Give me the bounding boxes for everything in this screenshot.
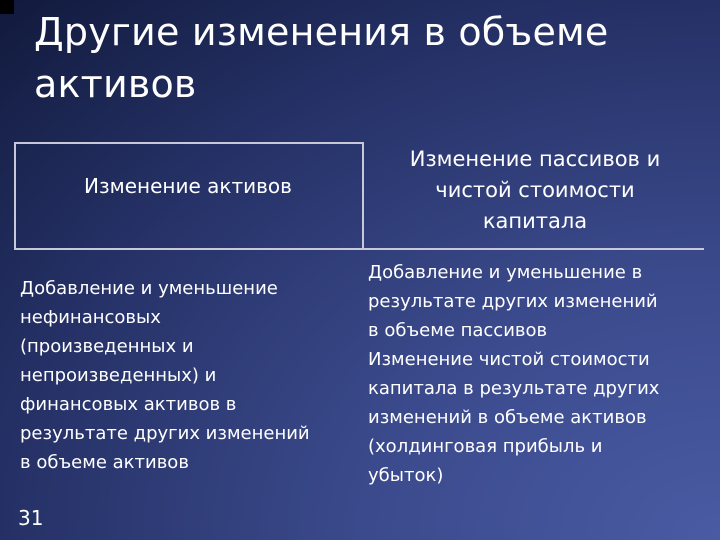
corner-mark — [0, 0, 14, 14]
header-assets-change: Изменение активов — [84, 174, 292, 198]
body-right-line-1: Добавление и уменьшение в — [368, 262, 643, 283]
body-left-line-6: результате других изменений — [20, 423, 310, 444]
body-right-line-7: (холдинговая прибыль и — [368, 436, 603, 457]
body-right-line-4: Изменение чистой стоимости — [368, 349, 650, 370]
slide-title-line-2: активов — [34, 62, 197, 106]
body-left-line-5: финансовых активов в — [20, 394, 237, 415]
table-left-rule — [14, 142, 16, 250]
body-left-line-1: Добавление и уменьшение — [20, 278, 278, 299]
slide-title — [34, 6, 694, 110]
body-right-line-8: убыток) — [368, 465, 444, 486]
body-right-line-3: в объеме пассивов — [368, 320, 548, 341]
table-top-rule — [14, 142, 364, 144]
body-right-line-2: результате других изменений — [368, 291, 658, 312]
table-header-divider — [14, 248, 704, 250]
header-liabilities-change — [366, 144, 704, 237]
assets-change-description — [20, 274, 360, 477]
page-number: 31 — [18, 506, 44, 530]
body-left-line-7: в объеме активов — [20, 452, 189, 473]
header-right-line-2: чистой стоимости — [435, 178, 635, 202]
slide-title-line-1: Другие изменения в объеме — [34, 10, 609, 54]
body-right-line-6: изменений в объеме активов — [368, 407, 647, 428]
header-right-line-1: Изменение пассивов и — [409, 147, 661, 171]
comparison-table — [14, 142, 704, 492]
liabilities-change-description — [368, 258, 704, 490]
body-left-line-3: (произведенных и — [20, 336, 194, 357]
table-column-divider — [362, 142, 364, 250]
header-right-line-3: капитала — [482, 209, 588, 233]
body-left-line-2: нефинансовых — [20, 307, 161, 328]
body-left-line-4: непроизведенных) и — [20, 365, 217, 386]
body-right-line-5: капитала в результате других — [368, 378, 660, 399]
